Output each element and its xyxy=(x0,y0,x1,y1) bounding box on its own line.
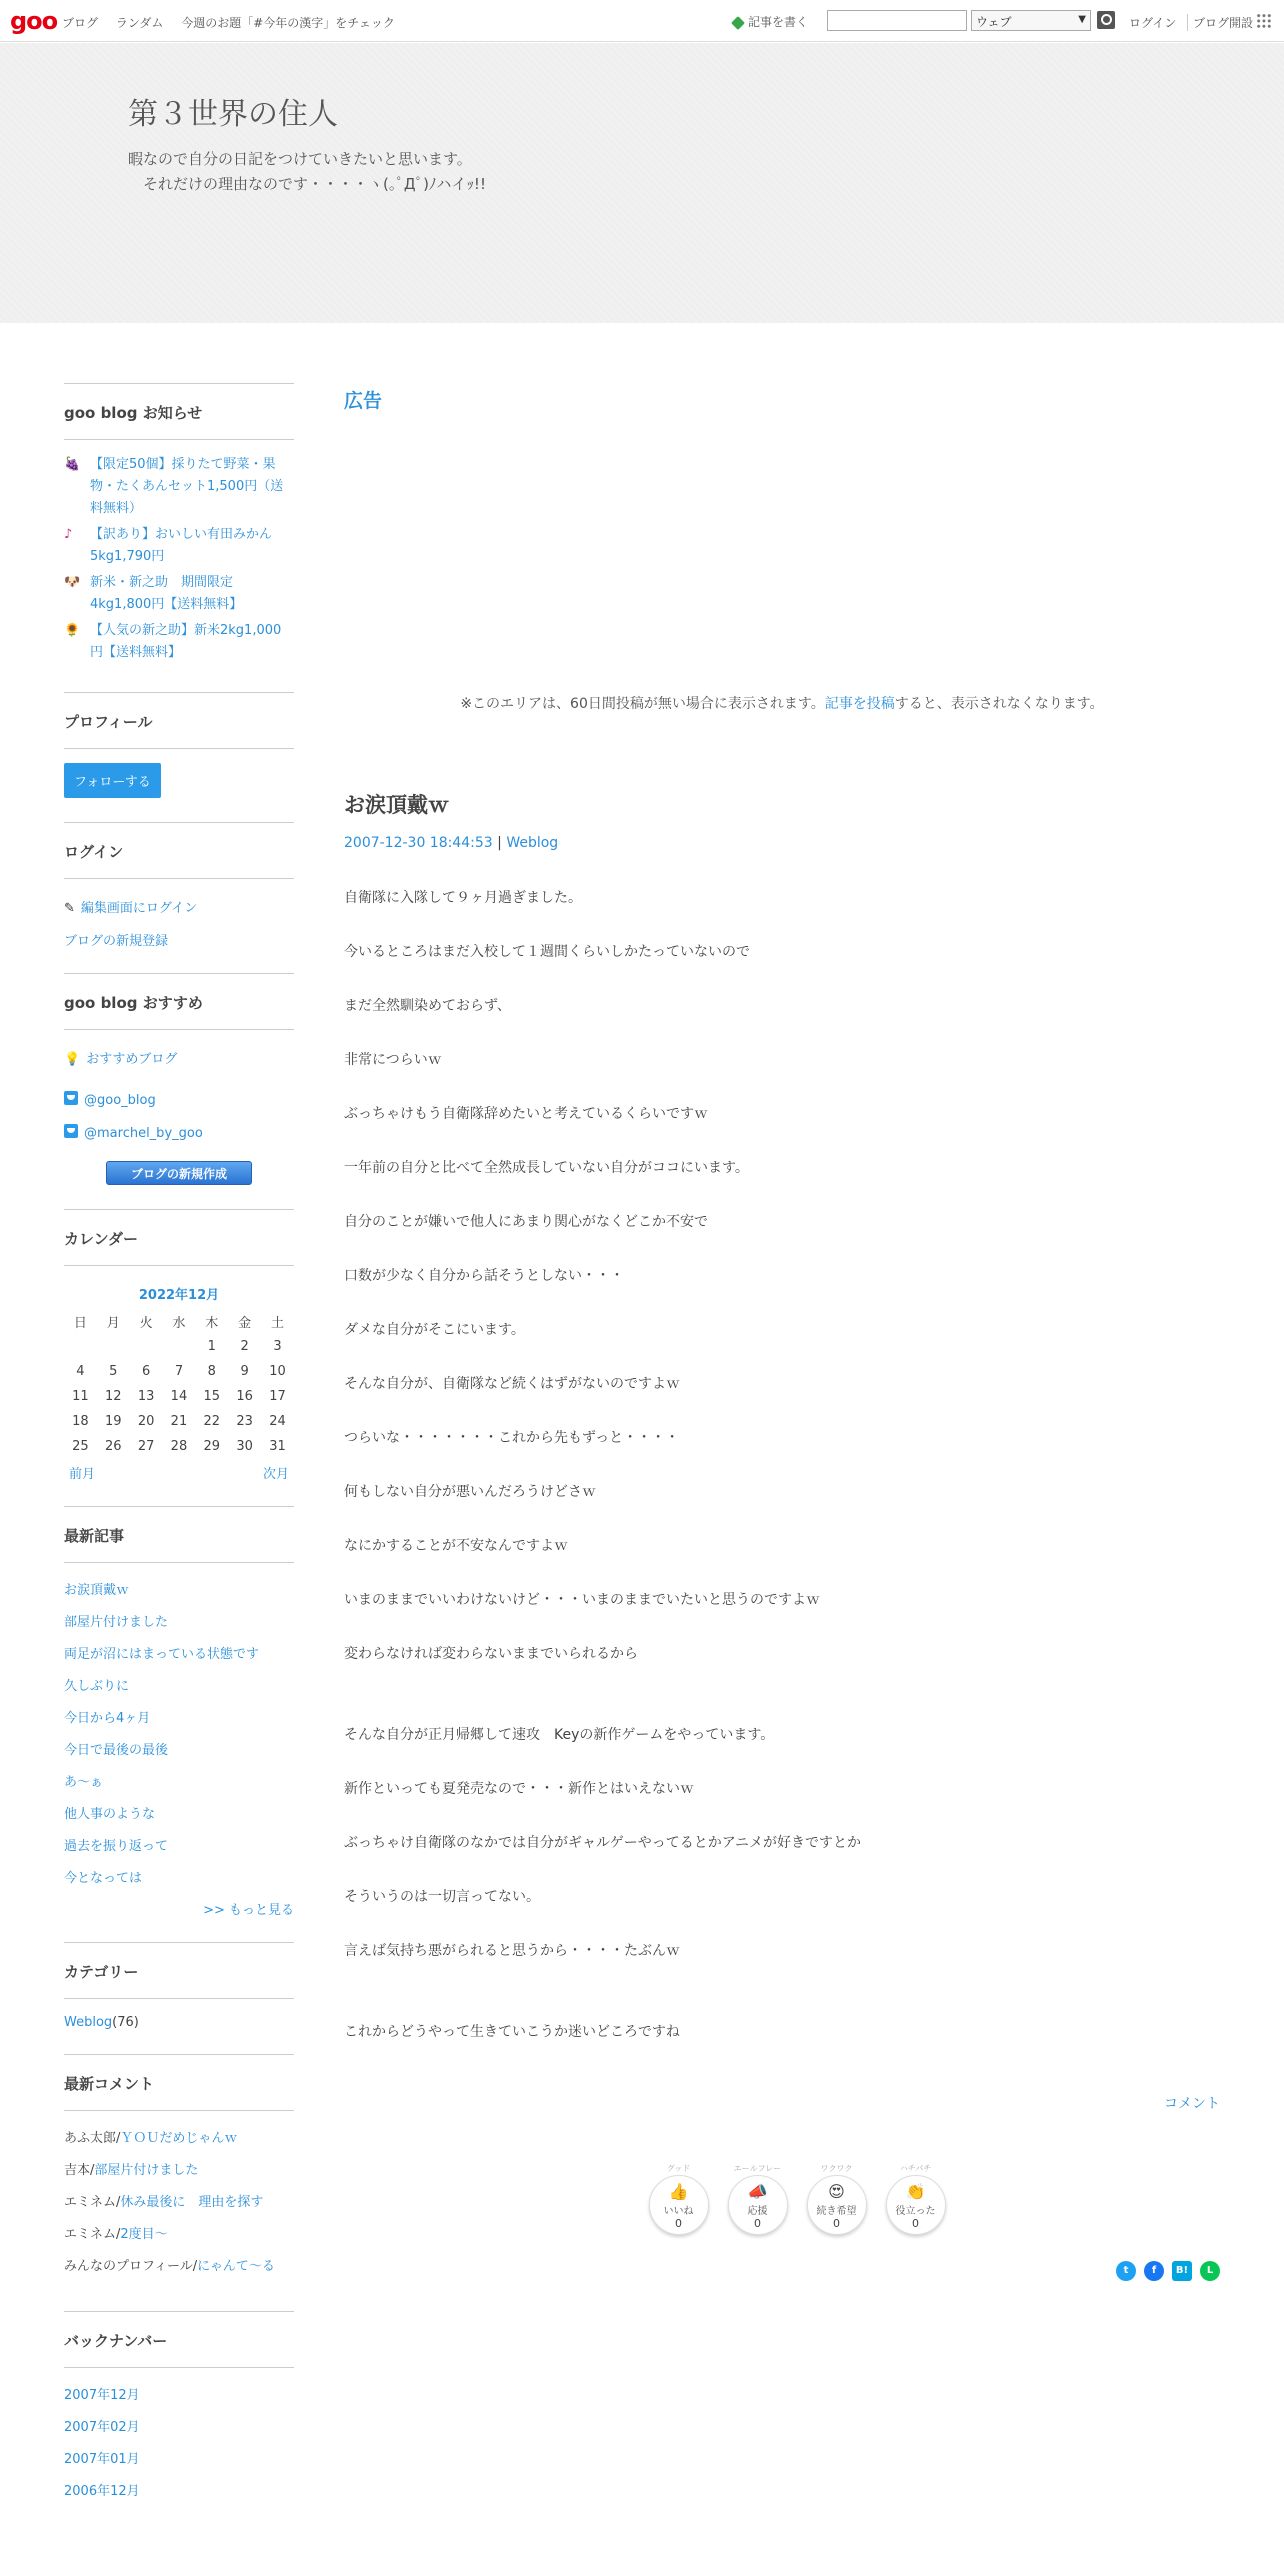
reaction-label: いいね xyxy=(663,2206,694,2217)
article-paragraph: 自分のことが嫌いで他人にあまり関心がなくどこか不安で xyxy=(344,1214,708,1230)
recent-section xyxy=(64,1506,294,1942)
calendar-weekday: 月 xyxy=(106,1316,120,1331)
article-blank-line xyxy=(344,1994,1220,2021)
twitter-goo-blog-link[interactable] xyxy=(64,1091,294,1108)
nav-weekly-topic[interactable]: 今週のお題「#今年の漢字」をチェック xyxy=(181,16,395,30)
calendar-day xyxy=(64,1334,97,1359)
notice-item[interactable] xyxy=(64,572,294,616)
recent-article-link[interactable]: 他人事のような xyxy=(64,1807,156,1822)
calendar-weekday: 火 xyxy=(139,1316,153,1331)
calendar-day: 31 xyxy=(269,1439,286,1454)
comment-item xyxy=(64,2159,294,2178)
article-paragraph: ぶっちゃけ自衛隊のなかでは自分がギャルゲーやってるとかアニメが好きですとか xyxy=(344,1835,862,1851)
calendar-weekday: 土 xyxy=(271,1316,285,1331)
calendar-day: 16 xyxy=(236,1389,253,1404)
article-paragraph: つらいな・・・・・・・これから先もずっと・・・・ xyxy=(344,1430,680,1446)
thumbs-up-icon: 👍 xyxy=(668,2182,689,2201)
notice-item[interactable] xyxy=(64,620,294,664)
login-heading: ログイン xyxy=(64,823,294,879)
notice-link[interactable]: 新米・新之助 期間限定4kg1,800円【送料無料】 xyxy=(90,575,243,612)
calendar-day: 7 xyxy=(174,1364,184,1379)
write-article-link[interactable] xyxy=(731,13,808,30)
post-article-link[interactable]: 記事を投稿 xyxy=(824,696,895,712)
calendar-weekday: 水 xyxy=(172,1316,186,1331)
ad-heading: 広告 xyxy=(344,390,383,412)
comment-item xyxy=(64,2223,294,2242)
calendar-weekday: 日 xyxy=(73,1316,87,1331)
search-input[interactable] xyxy=(827,10,967,31)
recent-article-link[interactable]: 久しぶりに xyxy=(64,1679,130,1694)
search-scope-value: ウェブ xyxy=(976,15,1012,29)
article-paragraph: 一年前の自分と比べて全然成長していない自分がココにいます。 xyxy=(344,1160,749,1176)
sunflower-icon: 🌻 xyxy=(64,623,81,638)
more-articles-link[interactable]: >> もっと見る xyxy=(203,1903,294,1918)
article-paragraph: 変わらなければ変わらないままでいられるから xyxy=(344,1646,638,1662)
clapping-icon: 👏 xyxy=(905,2182,926,2201)
edit-login-link[interactable] xyxy=(64,897,294,916)
comment-article-link[interactable]: にゃんて～る xyxy=(197,2259,275,2274)
recent-article-link[interactable]: あ～ぁ xyxy=(64,1775,104,1790)
comment-item xyxy=(64,2191,294,2210)
ad-note-pre: ※このエリアは、60日間投稿が無い場合に表示されます。 xyxy=(460,696,825,712)
comment-item xyxy=(64,2255,294,2274)
pencil-icon: ✎ xyxy=(64,901,75,916)
calendar-day: 8 xyxy=(207,1364,216,1379)
article-blank-line xyxy=(344,1697,1220,1724)
calendar-day: 15 xyxy=(203,1389,221,1404)
blog-title[interactable]: 第３世界の住人 xyxy=(128,97,338,132)
calendar-day: 24 xyxy=(269,1414,286,1429)
login-link[interactable]: ログイン xyxy=(1129,16,1177,30)
calendar-day: 2 xyxy=(240,1339,249,1354)
calendar-day: 11 xyxy=(72,1389,89,1404)
article-paragraph: そういうのは一切言ってない。 xyxy=(344,1889,540,1905)
calendar-day xyxy=(97,1334,130,1359)
login-section xyxy=(64,822,294,973)
comment-author: 吉本/ xyxy=(64,2163,95,2178)
calendar-day: 12 xyxy=(104,1389,122,1404)
twitter-icon xyxy=(64,1124,78,1138)
recent-article-link[interactable]: 部屋片付けました xyxy=(64,1615,169,1630)
calendar-day: 4 xyxy=(76,1364,85,1379)
twitter-marchel-label: @marchel_by_goo xyxy=(84,1126,203,1141)
calendar-day: 20 xyxy=(137,1414,155,1429)
calendar-day: 29 xyxy=(203,1439,221,1454)
notice-section xyxy=(64,383,294,692)
comment-author: あふ太郎/ xyxy=(64,2131,121,2146)
comment-link[interactable]: コメント xyxy=(1164,2096,1220,2112)
backnumber-link[interactable]: 2007年02月 xyxy=(64,2420,140,2435)
follow-button[interactable]: フォローする xyxy=(64,763,161,798)
recent-article-link[interactable]: 今日から4ヶ月 xyxy=(64,1711,151,1726)
hatena-icon[interactable]: B! xyxy=(1172,2261,1192,2281)
calendar-day: 21 xyxy=(170,1414,188,1429)
calendar-weekday: 木 xyxy=(205,1316,219,1331)
dog-icon: 🐶 xyxy=(64,575,81,590)
comments-heading: 最新コメント xyxy=(64,2055,294,2111)
open-blog-link[interactable]: ブログ開設 xyxy=(1187,14,1253,31)
notice-item[interactable] xyxy=(64,454,294,520)
global-header xyxy=(0,0,1284,42)
reaction-kana: エールフレー xyxy=(733,2164,782,2173)
article-paragraph: まだ全然馴染めておらず、 xyxy=(344,998,511,1014)
article-paragraph: ダメな自分がそこにいます。 xyxy=(344,1322,525,1338)
write-article-label: 記事を書く xyxy=(748,15,809,29)
reaction-count: 0 xyxy=(675,2217,682,2230)
new-register-link[interactable]: ブログの新規登録 xyxy=(64,934,169,949)
edit-login-label: 編集画面にログイン xyxy=(80,901,198,916)
search-icon[interactable] xyxy=(1097,11,1115,29)
recent-article-link[interactable]: お涙頂戴ｗ xyxy=(64,1583,130,1598)
calendar-next-link[interactable]: 次月 xyxy=(262,1467,289,1482)
calendar-day: 9 xyxy=(240,1364,249,1379)
calendar-day: 28 xyxy=(170,1439,188,1454)
twitter-icon xyxy=(64,1091,78,1105)
comment-author: エミネム/ xyxy=(64,2195,121,2210)
comment-article-link[interactable]: 部屋片付けました xyxy=(94,2163,199,2178)
article-paragraph: 言えば気持ち悪がられると思うから・・・・たぶんｗ xyxy=(344,1943,680,1959)
article-paragraph: これからどうやって生きていこうか迷いどころですね xyxy=(344,2024,680,2040)
grape-icon: 🍇 xyxy=(64,457,81,472)
reaction-buttons xyxy=(374,2163,1220,2235)
lightbulb-icon: 💡 xyxy=(64,1052,81,1067)
reaction-count: 0 xyxy=(833,2217,840,2230)
reaction-kana: ハチパチ xyxy=(899,2164,932,2173)
reaction-kana: グッド xyxy=(666,2164,691,2173)
create-blog-button[interactable]: ブログの新規作成 xyxy=(106,1161,252,1185)
calendar-day: 17 xyxy=(269,1389,286,1404)
article-paragraph: 今いるところはまだ入校して１週間くらいしかたっていないので xyxy=(344,944,750,960)
profile-heading: プロフィール xyxy=(64,693,294,749)
calendar-day: 19 xyxy=(104,1414,122,1429)
profile-section xyxy=(64,692,294,822)
calendar-day: 27 xyxy=(137,1439,155,1454)
recommend-heading: goo blog おすすめ xyxy=(64,974,294,1030)
calendar-day: 23 xyxy=(236,1414,253,1429)
notice-link[interactable]: 【限定50個】採りたて野菜・果物・たくあんセット1,500円（送料無料） xyxy=(90,457,284,516)
comment-author: エミネム/ xyxy=(64,2227,121,2242)
backnumber-link[interactable]: 2007年12月 xyxy=(64,2388,140,2403)
article-title[interactable]: お涙頂戴ｗ xyxy=(344,793,449,817)
comment-article-link[interactable]: 2度目～ xyxy=(120,2227,168,2242)
notice-heading: goo blog お知らせ xyxy=(64,384,294,440)
calendar-nav xyxy=(64,1463,294,1482)
backnumber-section xyxy=(64,2311,294,2536)
facebook-icon[interactable]: f xyxy=(1144,2261,1164,2281)
recent-article-link[interactable]: 今日で最後の最後 xyxy=(64,1743,169,1758)
main-content xyxy=(344,383,1220,2281)
blog-description: 暇なので自分の日記をつけていきたいと思います。 それだけの理由なのです・・・・ヽ(｡ﾟДﾟ)ﾉハイｯ!! xyxy=(128,150,486,193)
article-paragraph: いまのままでいいわけないけど・・・いまのままでいたいと思うのですよｗ xyxy=(344,1592,820,1608)
recommend-section xyxy=(64,973,294,1209)
calendar-section xyxy=(64,1209,294,1506)
recent-article-link[interactable]: 今となっては xyxy=(64,1871,143,1886)
comment-article-link[interactable]: ＹＯＵだめじゃんｗ xyxy=(120,2131,238,2146)
article-paragraph: 自衛隊に入隊して９ヶ月過ぎました。 xyxy=(344,890,582,906)
reaction-count: 0 xyxy=(912,2217,919,2230)
article-date-link[interactable]: 2007-12-30 18:44:53 xyxy=(344,835,493,851)
pen-icon xyxy=(731,16,745,30)
heart-eyes-icon: 😍 xyxy=(828,2182,845,2201)
calendar-weekday: 金 xyxy=(238,1316,252,1331)
category-count: (76) xyxy=(112,2015,139,2030)
recommend-blog-link[interactable] xyxy=(64,1048,294,1067)
reaction-like[interactable] xyxy=(649,2163,709,2235)
music-note-icon: ♪ xyxy=(64,527,73,542)
goo-logo[interactable]: goo xyxy=(10,7,58,35)
calendar-day: 22 xyxy=(203,1414,221,1429)
notice-item[interactable] xyxy=(64,524,294,568)
calendar-day: 30 xyxy=(236,1439,253,1454)
comment-item xyxy=(64,2127,294,2146)
reaction-count: 0 xyxy=(754,2217,761,2230)
calendar-heading: カレンダー xyxy=(64,1210,294,1266)
article-paragraph: 新作といっても夏発売なので・・・新作とはいえないｗ xyxy=(344,1781,694,1797)
comments-section xyxy=(64,2054,294,2311)
reaction-label: 役立った xyxy=(895,2206,936,2217)
article-paragraph: なにかすることが不安なんですよｗ xyxy=(344,1538,568,1554)
calendar-month[interactable]: 2022年12月 xyxy=(138,1288,220,1303)
recent-article-link[interactable]: 過去を振り返って xyxy=(64,1839,169,1854)
reaction-cheer[interactable] xyxy=(728,2163,788,2235)
article-paragraph: 何もしない自分が悪いんだろうけどさｗ xyxy=(344,1484,596,1500)
line-icon[interactable]: L xyxy=(1200,2261,1220,2281)
article-category-link[interactable]: Weblog xyxy=(506,835,559,851)
calendar-prev-link[interactable]: 前月 xyxy=(69,1467,96,1482)
calendar-day: 1 xyxy=(207,1339,216,1354)
category-section xyxy=(64,1942,294,2054)
global-nav xyxy=(62,14,409,31)
twitter-marchel-link[interactable] xyxy=(64,1124,294,1141)
reaction-want-more[interactable] xyxy=(807,2163,867,2235)
calendar-day: 26 xyxy=(104,1439,122,1454)
calendar-table xyxy=(64,1309,294,1459)
backnumber-heading: バックナンバー xyxy=(64,2312,294,2368)
reaction-kana: ワクワク xyxy=(820,2164,853,2173)
article-paragraph: 非常につらいｗ xyxy=(344,1052,442,1068)
nav-random[interactable]: ランダム xyxy=(115,16,164,30)
article-paragraph: 口数が少なく自分から話そうとしない・・・ xyxy=(344,1268,624,1284)
calendar-day: 13 xyxy=(137,1389,155,1404)
ad-note xyxy=(344,693,1220,713)
calendar-day xyxy=(130,1334,163,1359)
search-scope-select[interactable] xyxy=(971,10,1091,31)
backnumber-link[interactable]: 2007年01月 xyxy=(64,2452,140,2467)
calendar-day: 14 xyxy=(170,1389,188,1404)
article-meta xyxy=(344,835,1220,851)
comment-article-link[interactable]: 休み最後に 理由を探す xyxy=(120,2195,264,2210)
article-paragraph: そんな自分が、自衛隊など続くはずがないのですよｗ xyxy=(344,1376,680,1392)
twitter-goo-blog-label: @goo_blog xyxy=(84,1093,156,1108)
chevron-down-icon: ▼ xyxy=(1078,14,1086,25)
notice-link[interactable]: 【人気の新之助】新米2kg1,000円【送料無料】 xyxy=(90,623,282,660)
meta-separator: | xyxy=(492,835,507,851)
notice-link[interactable]: 【訳あり】おいしい有田みかん5kg1,790円 xyxy=(90,527,273,564)
calendar-day: 25 xyxy=(72,1439,89,1454)
nav-blog[interactable]: ブログ xyxy=(62,16,99,30)
megaphone-icon: 📣 xyxy=(747,2182,768,2201)
calendar-day xyxy=(163,1334,196,1359)
calendar-day: 18 xyxy=(72,1414,89,1429)
recent-article-link[interactable]: 両足が沼にはまっている状態です xyxy=(64,1647,260,1662)
recent-heading: 最新記事 xyxy=(64,1507,294,1563)
blog-header xyxy=(0,43,1284,323)
sidebar xyxy=(64,383,294,2536)
article-paragraph: そんな自分が正月帰郷して速攻 Keyの新作ゲームをやっています。 xyxy=(344,1727,775,1743)
article-body xyxy=(344,887,1220,2075)
backnumber-link[interactable]: 2006年12月 xyxy=(64,2484,140,2499)
recommend-blog-label: おすすめブログ xyxy=(86,1052,178,1067)
reaction-helpful[interactable] xyxy=(886,2163,946,2235)
category-link[interactable]: Weblog xyxy=(64,2015,113,2030)
apps-grid-icon[interactable] xyxy=(1256,13,1272,29)
calendar-day: 6 xyxy=(141,1364,151,1379)
category-heading: カテゴリー xyxy=(64,1943,294,1999)
twitter-icon[interactable]: t xyxy=(1116,2261,1136,2281)
share-buttons xyxy=(344,2261,1220,2281)
calendar-day: 3 xyxy=(273,1339,282,1354)
comment-author: みんなのプロフィール/ xyxy=(64,2259,198,2274)
calendar-day: 10 xyxy=(269,1364,286,1379)
reaction-label: 応援 xyxy=(747,2206,768,2217)
article-paragraph: ぶっちゃけもう自衛隊辞めたいと考えているくらいですｗ xyxy=(344,1106,708,1122)
reaction-label: 続き希望 xyxy=(816,2206,857,2217)
ad-note-post: すると、表示されなくなります。 xyxy=(894,696,1104,712)
calendar-day: 5 xyxy=(109,1364,118,1379)
